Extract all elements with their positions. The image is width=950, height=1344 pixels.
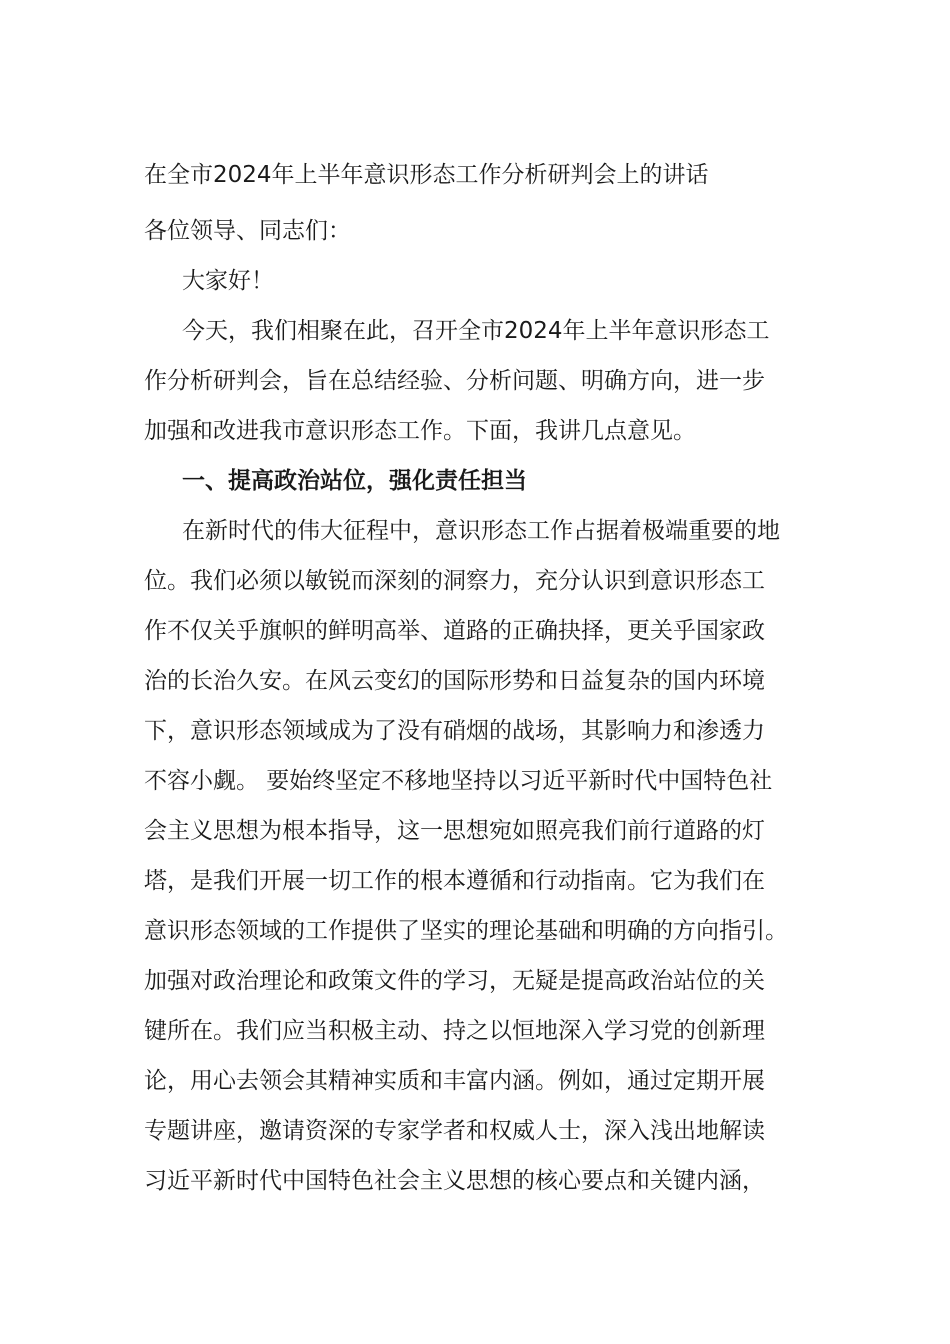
body-line: 塔，是我们开展一切工作的根本遵循和行动指南。它为我们在: [144, 868, 765, 894]
body-line: 在新时代的伟大征程中，意识形态工作占据着极端重要的地: [182, 518, 780, 544]
body-line: 治的长治久安。在风云变幻的国际形势和日益复杂的国内环境: [144, 668, 765, 694]
body-line: 加强对政治理论和政策文件的学习，无疑是提高政治站位的关: [144, 968, 765, 994]
body-line: 论，用心去领会其精神实质和丰富内涵。例如，通过定期开展: [144, 1068, 765, 1094]
section-heading: 一、提高政治站位，强化责任担当: [182, 468, 527, 494]
intro-line: 作分析研判会，旨在总结经验、分析问题、明确方向，进一步: [144, 368, 765, 394]
body-line: 键所在。我们应当积极主动、持之以恒地深入学习党的创新理: [144, 1018, 765, 1044]
body-line: 下，意识形态领域成为了没有硝烟的战场，其影响力和渗透力: [144, 718, 765, 744]
document-body: [144, 150, 824, 1206]
body-line: 作不仅关乎旗帜的鲜明高举、道路的正确抉择，更关乎国家政: [144, 618, 765, 644]
intro-paragraph: [144, 306, 824, 456]
body-line: 会主义思想为根本指导，这一思想宛如照亮我们前行道路的灯: [144, 818, 765, 844]
body-line: 习近平新时代中国特色社会主义思想的核心要点和关键内涵，: [144, 1168, 765, 1194]
greeting: 大家好！: [182, 268, 274, 294]
intro-line: 今天，我们相聚在此，召开全市2024年上半年意识形态工: [182, 318, 770, 344]
intro-line: 加强和改进我市意识形态工作。下面，我讲几点意见。: [144, 418, 696, 444]
document-title: 在全市2024年上半年意识形态工作分析研判会上的讲话: [144, 162, 709, 188]
body-line: 位。我们必须以敏锐而深刻的洞察力，充分认识到意识形态工: [144, 568, 765, 594]
section1-paragraph: [144, 506, 824, 1206]
body-line: 专题讲座，邀请资深的专家学者和权威人士，深入浅出地解读: [144, 1118, 765, 1144]
salutation: 各位领导、同志们：: [144, 218, 351, 244]
body-line: 意识形态领域的工作提供了坚实的理论基础和明确的方向指引。: [144, 918, 788, 944]
body-line: 不容小觑。 要始终坚定不移地坚持以习近平新时代中国特色社: [144, 768, 773, 794]
